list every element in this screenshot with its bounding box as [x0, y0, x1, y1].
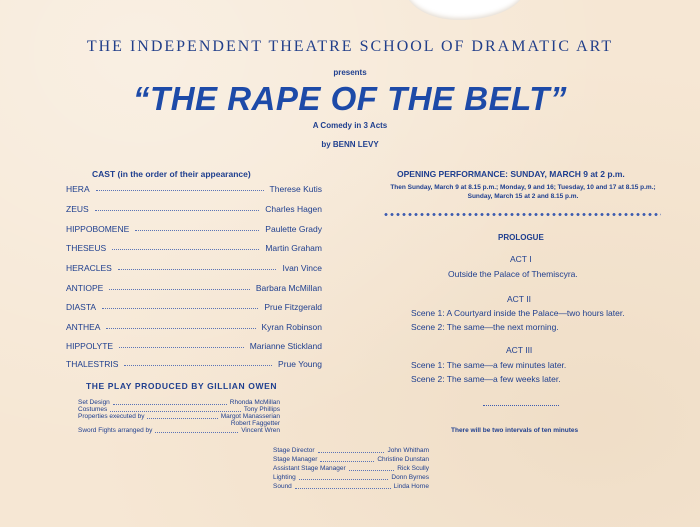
act-1-title: ACT I — [510, 254, 532, 264]
cast-role: ANTHEA — [66, 322, 101, 332]
leader-dots — [106, 328, 255, 329]
leader-dots — [109, 289, 250, 290]
prologue-heading: PROLOGUE — [498, 233, 544, 242]
cast-actor: Therese Kutis — [269, 184, 322, 194]
cast-row — [66, 182, 322, 194]
leader-dots — [119, 347, 244, 348]
crew-row — [273, 456, 429, 463]
cast-row — [66, 339, 322, 351]
leader-dots — [96, 190, 264, 191]
credit-row — [78, 399, 280, 406]
credit-row — [78, 427, 280, 434]
credit-label: Costumes — [78, 406, 108, 413]
leader-dots — [135, 230, 259, 231]
credit-label: Properties executed by — [78, 413, 145, 420]
cast-actor: Barbara McMillan — [255, 283, 322, 293]
act-2-scene-1: Scene 1: A Courtyard inside the Palace—two hours later. — [411, 308, 625, 318]
cast-role: ZEUS — [66, 204, 89, 214]
cast-role: HERACLES — [66, 263, 112, 273]
crew-label: Stage Manager — [273, 456, 318, 463]
cast-heading: CAST (in the order of their appearance) — [92, 169, 251, 179]
cast-row — [66, 281, 322, 293]
cast-role: THESEUS — [66, 243, 107, 253]
play-author: by BENN LEVY — [321, 140, 379, 149]
act-1-setting: Outside the Palace of Themiscyra. — [448, 269, 578, 279]
cast-row — [66, 222, 322, 234]
credit-label: Sword Fights arranged by — [78, 427, 153, 434]
act-2-scene-2: Scene 2: The same—the next morning. — [411, 322, 559, 332]
crew-label: Sound — [273, 483, 292, 490]
credit-row — [78, 413, 280, 420]
short-divider — [483, 405, 559, 406]
crew-name: Linda Horne — [393, 483, 429, 490]
leader-dots — [318, 452, 385, 453]
crew-name: John Whitham — [387, 447, 429, 454]
leader-dots — [349, 470, 395, 471]
cast-role: THALESTRIS — [66, 359, 119, 369]
cast-actor: Prue Young — [278, 359, 322, 369]
cast-actor: Charles Hagen — [265, 204, 322, 214]
play-subtitle: A Comedy in 3 Acts — [312, 121, 388, 130]
leader-dots — [113, 404, 227, 405]
crew-row — [273, 483, 429, 490]
leader-dots — [155, 432, 238, 433]
school-name: THE INDEPENDENT THEATRE SCHOOL OF DRAMATIC ART — [86, 38, 614, 55]
cast-role: DIASTA — [66, 302, 97, 312]
cast-row — [66, 202, 322, 214]
leader-dots — [95, 210, 260, 211]
crew-row — [273, 474, 429, 481]
cast-actor: Paulette Grady — [265, 224, 322, 234]
crew-row — [273, 447, 429, 454]
play-title: “THE RAPE OF THE BELT” — [133, 80, 567, 117]
crew-label: Lighting — [273, 474, 296, 481]
crew-name: Christine Dunstan — [377, 456, 429, 463]
credit-name: Robert Faggetter — [230, 420, 280, 427]
credit-name: Margot Manasserian — [220, 413, 280, 420]
cast-role: HIPPOLYTE — [66, 341, 114, 351]
act-3-title: ACT III — [506, 345, 533, 355]
ornamental-divider — [383, 212, 661, 217]
cast-actor: Kyran Robinson — [261, 322, 322, 332]
leader-dots — [299, 479, 389, 480]
leader-dots — [110, 411, 241, 412]
cast-role: HIPPOBOMENE — [66, 224, 130, 234]
cast-row — [66, 261, 322, 273]
act-3-scene-1: Scene 1: The same—a few minutes later. — [411, 360, 567, 370]
crew-name: Rick Scully — [397, 465, 429, 472]
crew-label: Assistant Stage Manager — [273, 465, 346, 472]
act-2-title: ACT II — [507, 294, 531, 304]
cast-row — [66, 241, 322, 253]
cast-row — [66, 357, 322, 369]
credit-row — [78, 406, 280, 413]
cast-role: HERA — [66, 184, 90, 194]
leader-dots — [295, 488, 391, 489]
crew-label: Stage Director — [273, 447, 315, 454]
credit-name: Vincent Wren — [241, 427, 280, 434]
leader-dots — [320, 461, 374, 462]
cast-actor: Marianne Stickland — [249, 341, 322, 351]
performance-schedule: Then Sunday, March 9 at 8.15 p.m.; Monday, 9 and 16; Tuesday, 10 and 17 at 8.15 p.m.; Sunday, March 15 at 2 and 8.15 p.m. — [390, 184, 656, 200]
credit-label: Set Design — [78, 399, 110, 406]
intervals-note: There will be two intervals of ten minutes — [451, 427, 579, 434]
credit-row — [200, 420, 280, 427]
crew-name: Donn Byrnes — [391, 474, 429, 481]
leader-dots — [147, 418, 217, 419]
cast-actor: Prue Fitzgerald — [264, 302, 322, 312]
credit-name: Tony Phillips — [243, 406, 280, 413]
presents-label: presents — [333, 68, 367, 77]
leader-dots — [124, 365, 272, 366]
cast-actor: Martin Graham — [265, 243, 322, 253]
credit-name: Rhonda McMillan — [229, 399, 280, 406]
leader-dots — [118, 269, 277, 270]
cast-actor: Ivan Vince — [282, 263, 322, 273]
act-3-scene-2: Scene 2: The same—a few weeks later. — [411, 374, 561, 384]
cast-row — [66, 320, 322, 332]
producer-credit: THE PLAY PRODUCED BY GILLIAN OWEN — [86, 381, 278, 391]
cast-row — [66, 300, 322, 312]
opening-performance: OPENING PERFORMANCE: SUNDAY, MARCH 9 at 2 p.m. — [397, 169, 625, 179]
leader-dots — [102, 308, 258, 309]
cast-role: ANTIOPE — [66, 283, 104, 293]
leader-dots — [112, 249, 259, 250]
crew-row — [273, 465, 429, 472]
